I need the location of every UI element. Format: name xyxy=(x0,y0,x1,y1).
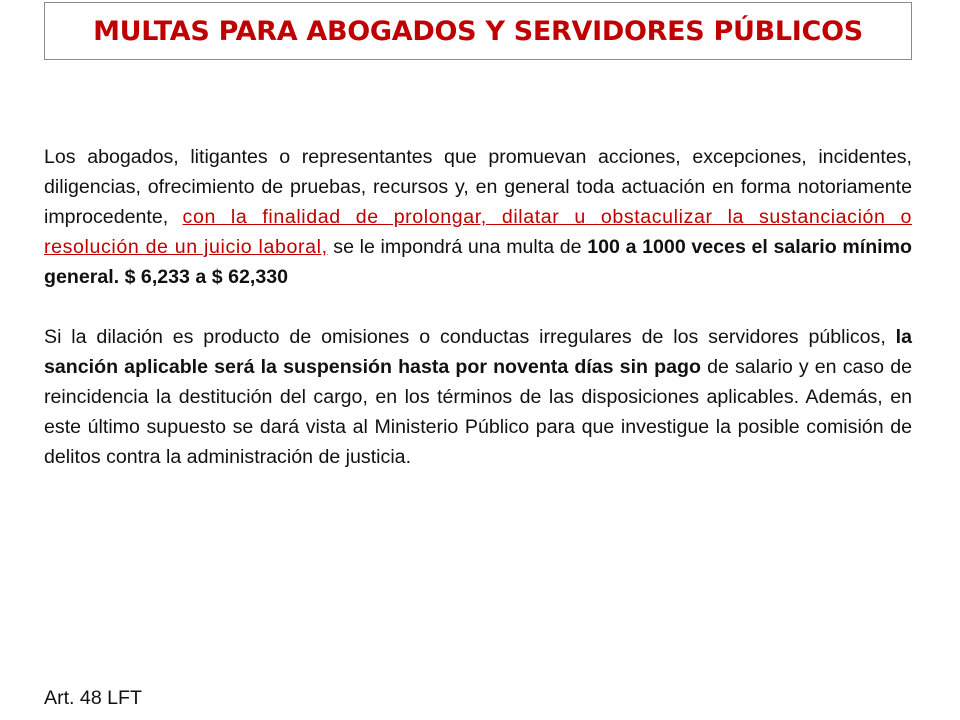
paragraph1-highlight: con la finalidad de prolongar, dilatar u obstaculizar la sustanciación o resolución de un juicio laboral, xyxy=(44,206,912,258)
paragraph2-intro: Si la dilación es producto de omisiones o conductas irregulares de los servidores públicos, xyxy=(44,326,896,348)
paragraph1-middle: se le impondrá una multa de xyxy=(327,236,588,258)
paragraph-fines-abogados xyxy=(44,142,912,292)
body-text xyxy=(44,142,912,472)
paragraph-servidores-publicos xyxy=(44,322,912,472)
paragraph1-intro: Los abogados, litigantes o representantes que promuevan acciones, excepciones, incidentes, diligencias, ofrecimiento de pruebas, recursos y, en general toda actuación en forma notoriamente improcedente, xyxy=(44,146,912,228)
paragraph2-bold: la sanción aplicable será la suspensión hasta por noventa días sin pago xyxy=(44,326,912,378)
paragraph2-rest: de salario y en caso de reincidencia la destitución del cargo, en los términos de las disposiciones aplicables. Además, en este último supuesto se dará vista al Ministerio Público para que investigue la posible comisión de delitos contra la administración de justicia. xyxy=(44,356,913,468)
page-title: MULTAS PARA ABOGADOS Y SERVIDORES PÚBLICOS xyxy=(93,15,863,47)
footer-reference: Art. 48 LFT xyxy=(44,687,142,709)
title-box xyxy=(44,2,912,60)
paragraph1-amount-range: 100 a 1000 veces el salario mínimo general. $ 6,233 a $ 62,330 xyxy=(44,236,912,288)
